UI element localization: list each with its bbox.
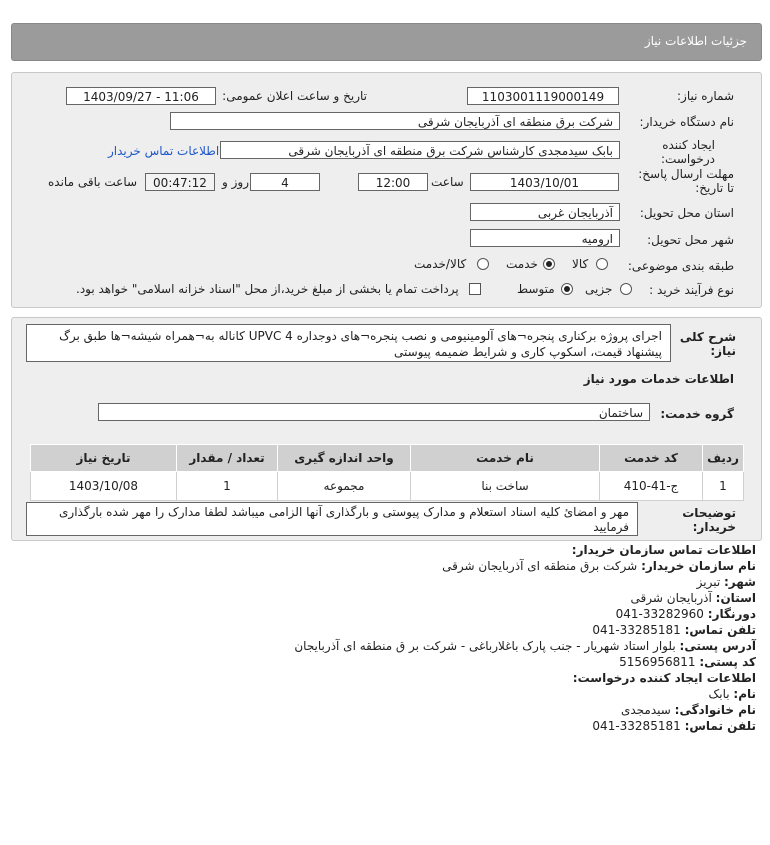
service-group-field[interactable]: ساختمان: [98, 403, 650, 421]
last-name-line: نام خانوادگی: سیدمجدی: [620, 703, 756, 717]
cell-date: 1403/10/08: [31, 472, 177, 501]
org-name-line: نام سازمان خریدار: شرکت برق منطقه ای آذربایجان شرقی: [442, 559, 756, 573]
buyer-contact-link[interactable]: اطلاعات تماس خریدار: [108, 144, 220, 158]
treasury-payment-note: پرداخت تمام یا بخشی از مبلغ خرید،از محل "اسناد خزانه اسلامی" خواهد بود.: [76, 282, 459, 296]
process-option-medium: متوسط: [517, 282, 555, 296]
city-line: شهر: تبریز: [696, 575, 756, 589]
category-radio-goods-service[interactable]: [477, 258, 489, 270]
days-field[interactable]: 4: [250, 173, 320, 191]
buyer-field[interactable]: شرکت برق منطقه ای آذربایجان شرقی: [170, 112, 620, 130]
description-box: [26, 324, 671, 362]
services-table: [30, 444, 744, 501]
description-label: شرح کلی نیاز:: [679, 330, 736, 358]
process-radio-medium[interactable]: [561, 283, 573, 295]
col-qty: تعداد / مقدار: [177, 445, 278, 472]
need-number-label: شماره نیاز:: [677, 89, 734, 103]
process-option-minor: جزیی: [585, 282, 613, 296]
table-row: [31, 472, 744, 501]
province-line: استان: آذربایجان شرقی: [630, 591, 756, 605]
announce-field[interactable]: 1403/09/27 - 11:06: [66, 87, 216, 105]
creator-label-2: درخواست:: [661, 152, 715, 166]
buyer-notes-box: [26, 502, 638, 536]
creator-field[interactable]: بابک سیدمجدی کارشناس شرکت برق منطقه ای آذربایجان شرقی: [220, 141, 620, 159]
category-option-service: خدمت: [506, 257, 538, 271]
remaining-field[interactable]: 00:47:12: [145, 173, 215, 191]
category-option-goods: کالا: [572, 257, 589, 271]
province-field[interactable]: آذربایجان غربی: [470, 203, 620, 221]
days-label: روز و: [222, 175, 249, 189]
deadline-time-field[interactable]: 12:00: [358, 173, 428, 191]
col-unit: واحد اندازه گیری: [278, 445, 411, 472]
treasury-payment-checkbox[interactable]: [469, 283, 481, 295]
col-name: نام خدمت: [411, 445, 600, 472]
service-group-label: گروه خدمت:: [660, 407, 734, 421]
category-radio-goods[interactable]: [596, 258, 608, 270]
creator-contact-title: اطلاعات ایجاد کننده درخواست:: [572, 671, 756, 685]
description-line-1: اجرای پروژه برکناری پنجره¬های آلومینیومی و نصب پنجره¬های دوجداره UPVC 4 کاناله به¬همراه شیشه¬ها طبق برگ: [59, 329, 662, 343]
services-section-title: اطلاعات خدمات مورد نیاز: [583, 372, 734, 386]
cell-code: ج-41-410: [600, 472, 703, 501]
postal-line: کد پستی: 5156956811: [619, 655, 756, 669]
col-row: ردیف: [703, 445, 744, 472]
cell-unit: مجموعه: [278, 472, 411, 501]
deadline-time-label: ساعت: [431, 175, 464, 189]
category-option-goods-service: کالا/خدمت: [414, 257, 467, 271]
process-radio-minor[interactable]: [620, 283, 632, 295]
col-code: کد خدمت: [600, 445, 703, 472]
cell-name: ساخت بنا: [411, 472, 600, 501]
org-contact-title: اطلاعات تماس سازمان خریدار:: [571, 543, 756, 557]
category-radio-service[interactable]: [543, 258, 555, 270]
deadline-label-1: مهلت ارسال پاسخ:: [638, 167, 734, 181]
creator-label-1: ایجاد کننده: [662, 138, 715, 152]
phone-line: تلفن تماس: 041-33285181: [592, 623, 756, 637]
services-table-header: [31, 445, 744, 472]
remaining-label: ساعت باقی مانده: [48, 175, 138, 189]
page-header: [11, 23, 762, 61]
deadline-date-field[interactable]: 1403/10/01: [470, 173, 619, 191]
category-label: طبقه بندی موضوعی:: [627, 259, 734, 273]
description-line-2: پیشنهاد قیمت، اسکوپ کاری و شرایط ضمیمه پیوستی: [393, 345, 662, 359]
buyer-notes-line-2: فرمایید: [593, 520, 629, 534]
buyer-notes-line-1: مهر و امضائ کلیه اسناد استعلام و مدارک پیوستی و بارگذاری آنها الزامی میباشد لطفا مدارک را مهر شده بارگذاری: [59, 505, 629, 519]
process-label: نوع فرآیند خرید :: [649, 283, 734, 297]
col-date: تاریخ نیاز: [31, 445, 177, 472]
cell-qty: 1: [177, 472, 278, 501]
buyer-notes-label: توضیحات خریدار:: [682, 506, 736, 534]
cell-row: 1: [703, 472, 744, 501]
buyer-label: نام دستگاه خریدار:: [639, 115, 734, 129]
creator-phone-line: تلفن تماس: 041-33285181: [592, 719, 756, 733]
deadline-label-2: تا تاریخ:: [695, 181, 734, 195]
announce-label: تاریخ و ساعت اعلان عمومی:: [222, 89, 367, 103]
first-name-line: نام: بابک: [708, 687, 756, 701]
province-label: استان محل تحویل:: [639, 206, 734, 220]
city-label: شهر محل تحویل:: [647, 233, 734, 247]
page-title: جزئیات اطلاعات نیاز: [644, 34, 747, 48]
need-number-field[interactable]: 1103001119000149: [467, 87, 619, 105]
address-line: آدرس پستی: بلوار استاد شهریار - جنب پارک باغلارباغی - شرکت بر ق منطقه ای آذربایجان: [294, 639, 756, 653]
fax-line: دورنگار: 041-33282960: [615, 607, 756, 621]
city-field[interactable]: ارومیه: [470, 229, 620, 247]
